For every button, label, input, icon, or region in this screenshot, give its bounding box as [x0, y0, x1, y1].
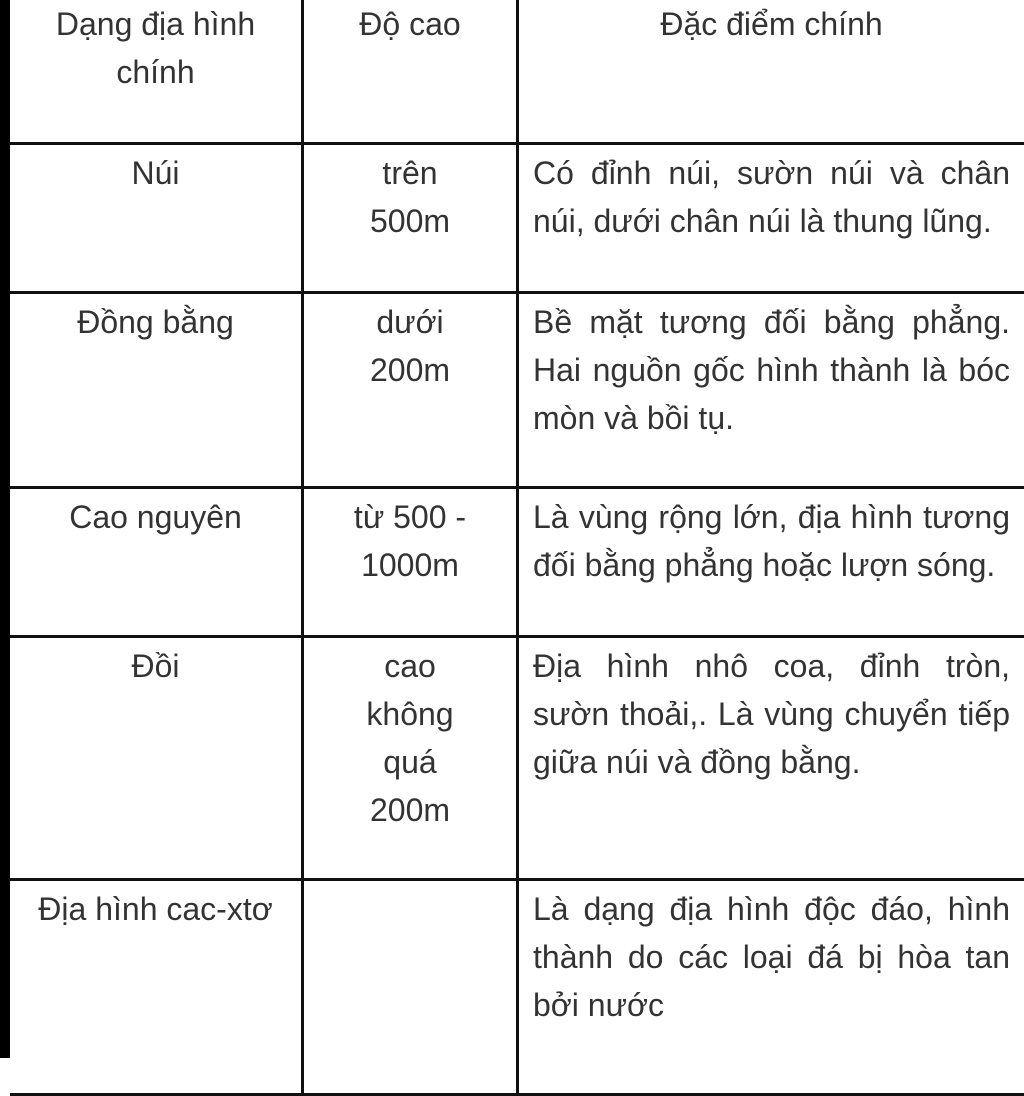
- cell-features: Là dạng địa hình độc đáo, hình thành do các loại đá bị hòa tan bởi nước: [518, 880, 1024, 1095]
- cell-height: trên 500m: [303, 144, 518, 293]
- left-border-bar: [0, 0, 10, 1058]
- table-row: [10, 293, 1024, 488]
- table-row: [10, 880, 1024, 1095]
- header-landform: Dạng địa hình chính: [10, 0, 303, 144]
- table-row: [10, 144, 1024, 293]
- table-row: [10, 637, 1024, 880]
- cell-landform: Đồng bằng: [10, 293, 303, 488]
- cell-landform: Núi: [10, 144, 303, 293]
- table-row: [10, 488, 1024, 637]
- cell-landform: Cao nguyên: [10, 488, 303, 637]
- landform-table: [10, 0, 1024, 1096]
- cell-height: từ 500 - 1000m: [303, 488, 518, 637]
- cell-features: Là vùng rộng lớn, địa hình tương đối bằng phẳng hoặc lượn sóng.: [518, 488, 1024, 637]
- cell-height: dưới 200m: [303, 293, 518, 488]
- cell-height: cao không quá 200m: [303, 637, 518, 880]
- cell-features: Địa hình nhô coa, đỉnh tròn, sườn thoải,. Là vùng chuyển tiếp giữa núi và đồng bằng.: [518, 637, 1024, 880]
- header-features: Đặc điểm chính: [518, 0, 1024, 144]
- table-header-row: [10, 0, 1024, 144]
- cell-landform: Đồi: [10, 637, 303, 880]
- cell-height: [303, 880, 518, 1095]
- cell-landform: Địa hình cac-xtơ: [10, 880, 303, 1095]
- cell-features: Bề mặt tương đối bằng phẳng. Hai nguồn gốc hình thành là bóc mòn và bồi tụ.: [518, 293, 1024, 488]
- cell-features: Có đỉnh núi, sườn núi và chân núi, dưới chân núi là thung lũng.: [518, 144, 1024, 293]
- header-height: Độ cao: [303, 0, 518, 144]
